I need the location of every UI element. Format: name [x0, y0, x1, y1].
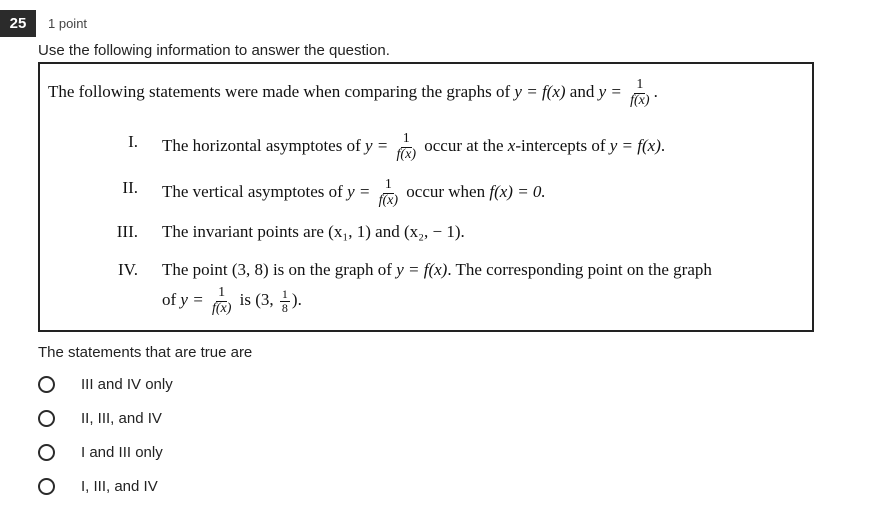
radio-button[interactable] [38, 410, 55, 427]
frac-denominator: f(x) [211, 300, 232, 316]
statement-1-text-a: The horizontal asymptotes of [162, 136, 361, 156]
statement-2-fraction [377, 178, 400, 208]
question-instruction: Use the following information to answer the question. [38, 42, 390, 59]
statement-4-point-open: (3, [255, 290, 274, 310]
option-4[interactable] [38, 472, 338, 500]
statement-2-text-b: occur when [406, 182, 486, 202]
question-stem: The statements that are true are [38, 344, 253, 361]
statement-4-of: of [162, 290, 177, 310]
statement-4-text-a: The point (3, 8) is on the graph of [162, 260, 392, 279]
statement-1-fraction [395, 132, 418, 162]
frac-numerator: 1 [636, 77, 644, 92]
radio-button[interactable] [38, 478, 55, 495]
option-2-label: II, III, and IV [81, 409, 162, 427]
point-frac-numerator: 1 [281, 287, 288, 302]
statement-4-y-eq: y = [396, 260, 420, 279]
option-3[interactable] [38, 438, 338, 466]
statement-4-text-b: . The corresponding point on the graph [447, 260, 712, 279]
statement-1-fx: f(x) [637, 136, 661, 156]
frac-numerator: 1 [402, 131, 410, 146]
option-3-label: I and III only [81, 443, 163, 461]
statement-1-y-eq-2: y = [609, 136, 634, 156]
frac-numerator: 1 [218, 285, 226, 300]
intro-y-eq: y = [514, 82, 538, 102]
statement-4-numeral: IV. [118, 260, 138, 279]
frac-denominator: f(x) [396, 146, 416, 162]
statement-4-y-eq-2: y = [180, 290, 204, 310]
statement-1-period: . [660, 136, 666, 156]
statement-2-numeral: II. [122, 178, 138, 197]
info-intro [48, 78, 658, 108]
statement-2-condition: f(x) = 0. [489, 182, 546, 202]
statement-2-body [162, 178, 546, 208]
statement-2-y-eq: y = [347, 182, 371, 202]
frac-numerator: 1 [384, 177, 392, 192]
intro-period: . [653, 82, 658, 102]
radio-button[interactable] [38, 376, 55, 393]
statement-4-body [162, 260, 712, 280]
intro-y-eq-2: y = [598, 82, 622, 102]
statement-1-y-eq: y = [365, 136, 389, 156]
statement-3-text-a: The invariant points are [162, 222, 324, 241]
statement-4-line-2 [162, 286, 302, 316]
statement-3-numeral: III. [116, 222, 138, 241]
question-number-badge: 25 [0, 10, 36, 37]
intro-fx: f(x) [541, 82, 566, 102]
intro-text: The following statements were made when comparing the graphs of [48, 82, 511, 102]
statement-2-text-a: The vertical asymptotes of [162, 182, 343, 202]
frac-denominator: f(x) [378, 192, 399, 208]
statement-3-points: (x₁, 1) and (x₂, − 1). [328, 222, 465, 241]
statement-1-text-c: -intercepts of [515, 136, 606, 156]
frac-denominator: f(x) [630, 92, 650, 108]
radio-button[interactable] [38, 444, 55, 461]
intro-and: and [569, 82, 595, 102]
information-box [38, 62, 814, 332]
point-frac-denominator: 8 [281, 300, 288, 315]
statement-1-numeral: I. [128, 132, 138, 151]
statement-1-text-b: occur at the [424, 136, 504, 156]
option-4-label: I, III, and IV [81, 477, 158, 495]
statement-4-point-close: ). [291, 290, 302, 310]
statement-4-fx: f(x) [423, 260, 448, 279]
statement-4-point-fraction [280, 288, 290, 314]
intro-reciprocal-fraction [628, 78, 651, 108]
question-points: 1 point [48, 16, 88, 31]
statement-1-x: x [507, 136, 516, 156]
statement-3-body [162, 222, 465, 242]
statement-1-body [162, 132, 665, 162]
statement-4-fraction [210, 286, 233, 316]
option-1-label: III and IV only [81, 375, 173, 393]
option-2[interactable] [38, 404, 338, 432]
option-1[interactable] [38, 370, 338, 398]
statement-4-is: is [239, 290, 251, 310]
